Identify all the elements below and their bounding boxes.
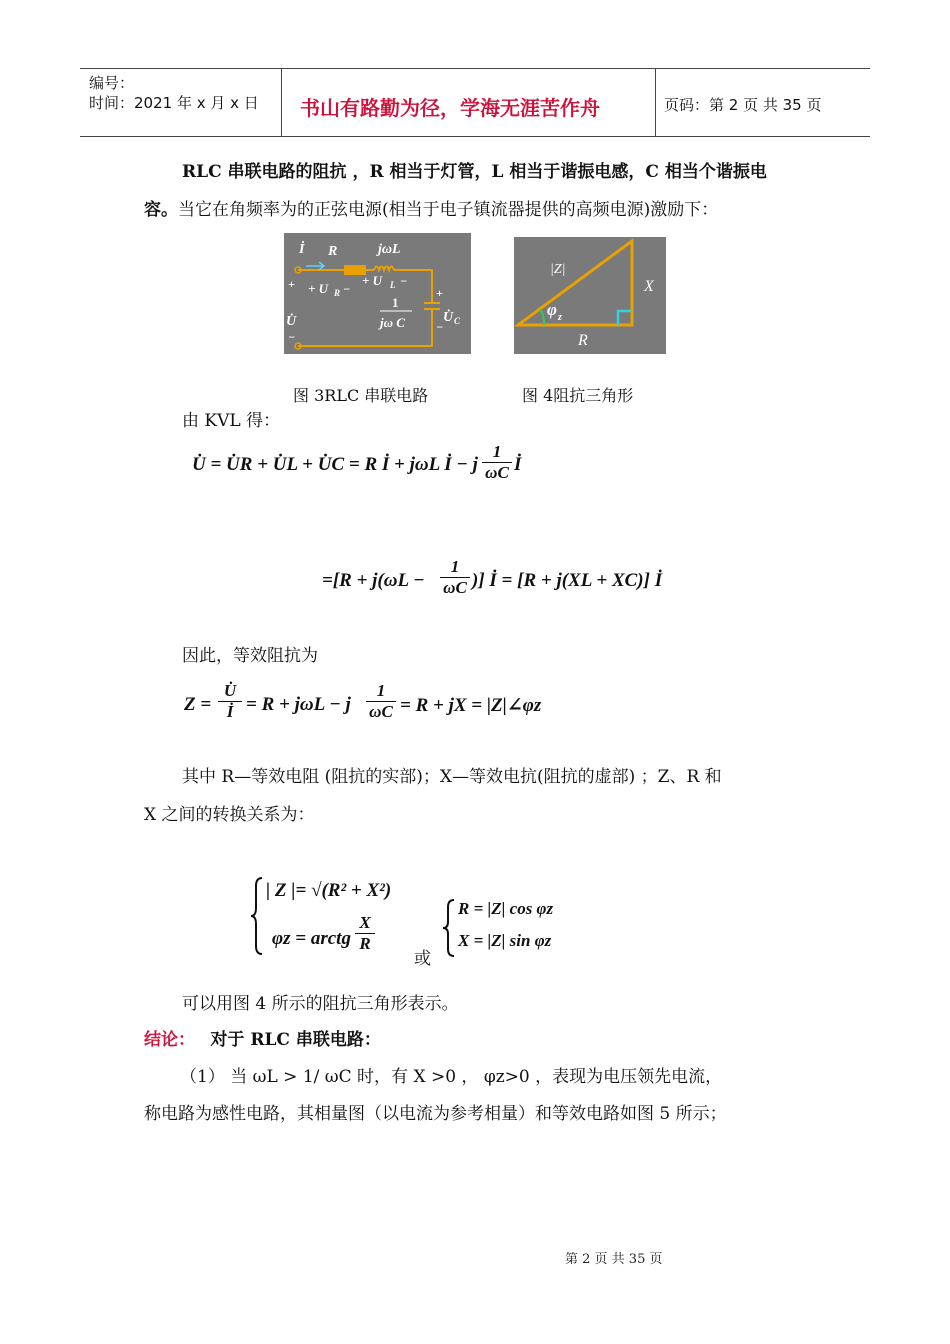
label-ul-sub: L: [390, 280, 396, 290]
eq2-fraction: [440, 557, 470, 598]
label-one: 1: [392, 295, 399, 310]
eq2-left: =[R + j(ωL −: [322, 570, 425, 591]
label-current: İ: [299, 242, 305, 257]
eq3-frac-num: U̇: [223, 681, 237, 700]
system2-line-1: R = |Z| cos φz: [458, 899, 554, 918]
impedance-triangle-figure: [514, 237, 666, 354]
label-inductor: jωL: [378, 242, 401, 257]
label-ur-minus: −: [343, 282, 351, 296]
eq1-tail: İ: [514, 454, 522, 475]
conclusion-text: 对于 RLC 串联电路：: [210, 1030, 381, 1050]
rlc-circuit-figure: [284, 233, 471, 354]
label-plus: +: [288, 277, 295, 291]
page-footer: 第 2 页 共 35 页: [565, 1252, 663, 1267]
label-ur-sub: R: [334, 288, 341, 298]
equation-kvl: [192, 454, 478, 476]
system1-fraction: [355, 913, 375, 954]
eq3-frac2-den: ωC: [366, 701, 396, 722]
eq3-fraction-2: [366, 681, 396, 722]
eq1-frac-num: 1: [492, 442, 502, 461]
label-uc-sub: C: [454, 316, 461, 326]
label-phi-sub: z: [558, 312, 562, 323]
label-x: X: [644, 278, 654, 295]
label-source-voltage: U̇: [286, 314, 297, 329]
eq3-mid: = R + jωL − j: [246, 694, 351, 715]
intro-line-2: [144, 194, 718, 227]
motto: 书山有路勤为径，学海无涯苦作舟: [300, 96, 600, 120]
eq2-right: )] İ = [R + j(XL + XC)] İ: [472, 570, 663, 591]
left-brace-icon: [442, 898, 456, 958]
label-phi: φ: [547, 300, 557, 319]
header-divider: [281, 68, 282, 136]
intro-line-2-rest: 当它在角频率为的正弦电源(相当于电子镇流器提供的高频电源)激励下：: [178, 200, 719, 220]
left-brace-icon: [250, 876, 264, 956]
system1-line-1: | Z |= √(R² + X²): [266, 880, 392, 901]
header-bottom-rule: [80, 136, 870, 137]
fig3-caption: 图 3RLC 串联电路: [293, 386, 429, 405]
eq1-frac-den: ωC: [482, 462, 512, 483]
page-label: 页码：第 2 页 共 35 页: [664, 96, 822, 114]
eq3-right: = R + jX = |Z|∠φz: [400, 695, 542, 716]
where-line-2: X 之间的转换关系为：: [144, 805, 315, 825]
item1-line-1: （1） 当 ωL > 1/ ωC 时，有 X >0 ， φz>0 ，表现为电压领先电流，: [180, 1067, 723, 1087]
intro-line-2-bold: 容。: [144, 200, 178, 220]
conclusion-line: [144, 1024, 381, 1057]
fig4-caption: 图 4阻抗三角形: [522, 386, 634, 405]
eq3-frac-den: İ: [218, 701, 242, 722]
label-ul: + U: [362, 273, 383, 288]
eq1-fraction: [482, 442, 512, 483]
header-divider: [655, 68, 656, 136]
label-minus: −: [288, 330, 296, 344]
where-line-1: 其中 R—等效电阻 (阻抗的实部)；X—等效电抗(阻抗的虚部) ；Z、R 和: [182, 767, 722, 787]
time-label: 时间：2021 年 x 月 x 日: [89, 94, 259, 112]
header-top-rule: [80, 68, 870, 69]
eq3-fraction: [218, 681, 242, 722]
label-ul-minus: −: [400, 274, 408, 288]
system1-frac-den: R: [355, 933, 375, 954]
label-uc-plus: +: [436, 286, 443, 300]
triangle-note: 可以用图 4 所示的阻抗三角形表示。: [182, 994, 459, 1014]
kvl-label: 由 KVL 得：: [182, 411, 281, 431]
label-jwc: jω C: [380, 315, 405, 330]
eq1-left: U̇ = U̇R + U̇L + U̇C = R İ + jωL İ − j: [192, 454, 478, 475]
figure-background: [514, 237, 666, 354]
or-label: 或: [414, 949, 431, 969]
label-resistor: R: [328, 244, 338, 259]
label-uc: U̇: [443, 310, 454, 325]
eq2-frac-num: 1: [450, 557, 460, 576]
label-z: |Z|: [550, 262, 566, 277]
label-uc-minus: −: [436, 320, 444, 334]
system2-line-2: X = |Z| sin φz: [458, 931, 552, 950]
system1-frac-num: X: [359, 913, 371, 932]
eq3-left: Z =: [184, 694, 212, 715]
code-label: 编号：: [89, 74, 135, 92]
conclusion-label: 结论：: [144, 1030, 195, 1050]
therefore-line: 因此，等效阻抗为: [182, 646, 318, 666]
item1-line-2: 称电路为感性电路，其相量图（以电流为参考相量）和等效电路如图 5 所示；: [144, 1104, 727, 1124]
label-ur: + U: [308, 281, 329, 296]
intro-line-1: RLC 串联电路的阻抗 ，R 相当于灯管，L 相当于谐振电感，C 相当个谐振电: [182, 162, 767, 182]
system1-line-2: φz = arctg: [272, 928, 351, 949]
eq3-frac2-num: 1: [376, 681, 386, 700]
label-r: R: [578, 332, 588, 349]
eq2-frac-den: ωC: [440, 577, 470, 598]
